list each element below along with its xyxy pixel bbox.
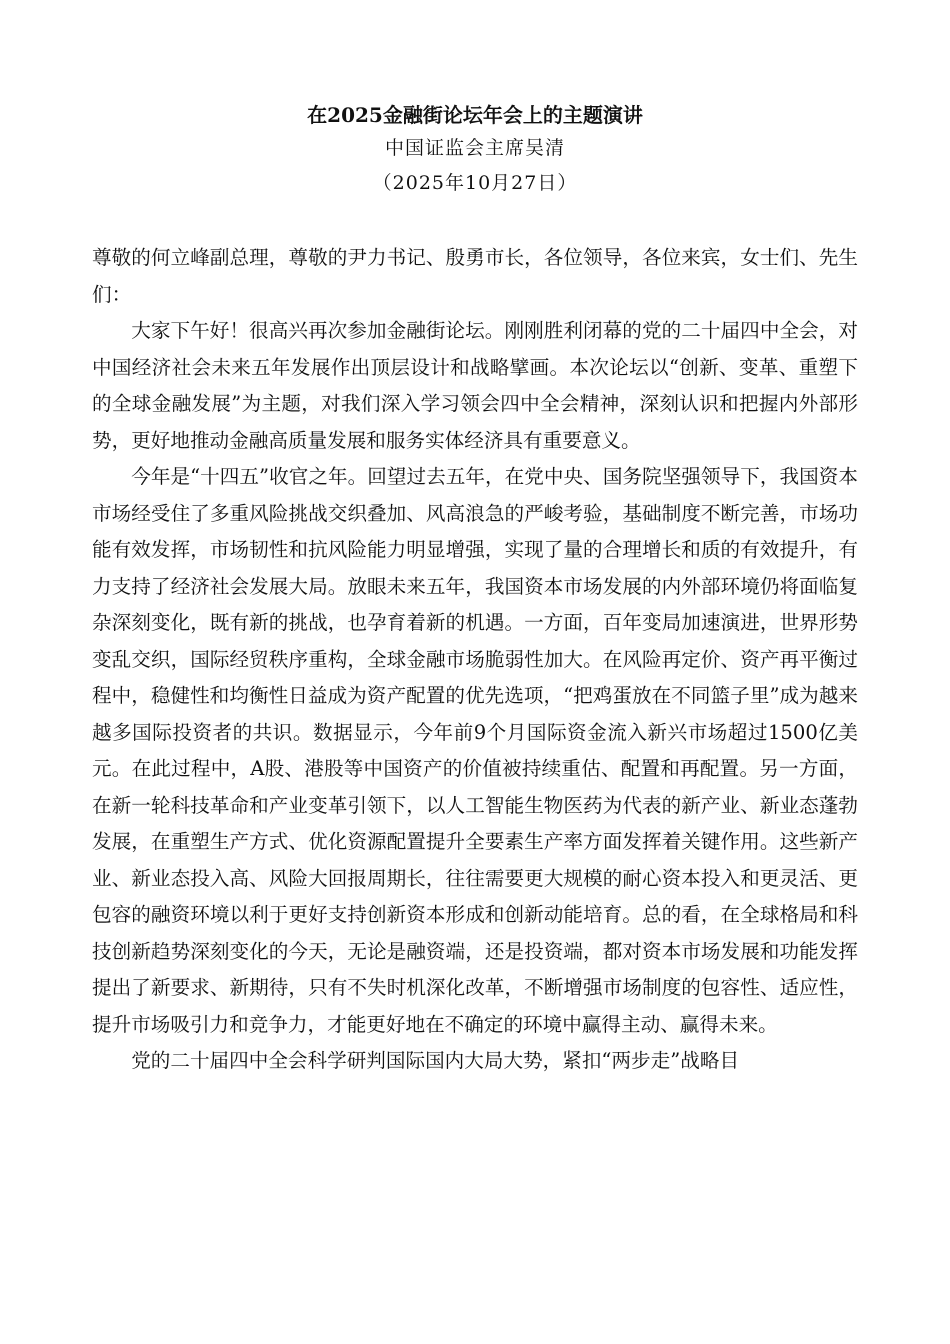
body-paragraph: 今年是“十四五”收官之年。回望过去五年，在党中央、国务院坚强领导下，我国资本市场经受住了多重风险挑战交织叠加、风高浪急的严峻考验，基础制度不断完善，市场功能有效发挥，市场韧性和抗风险能力明显增强，实现了量的合理增长和质的有效提升，有力支持了经济社会发展大局。放眼未来五年，我国资本市场发展的内外部环境仍将面临复杂深刻变化，既有新的挑战，也孕育着新的机遇。一方面，百年变局加速演进，世界形势变乱交织，国际经贸秩序重构，全球金融市场脆弱性加大。在风险再定价、资产再平衡过程中，稳健性和均衡性日益成为资产配置的优先选项，“把鸡蛋放在不同篮子里”成为越来越多国际投资者的共识。数据显示，今年前9个月国际资金流入新兴市场超过1500亿美元。在此过程中，A股、港股等中国资产的价值被持续重估、配置和再配置。另一方面，在新一轮科技革命和产业变革引领下，以人工智能生物医药为代表的新产业、新业态蓬勃发展，在重塑生产方式、优化资源配置提升全要素生产率方面发挥着关键作用。这些新产业、新业态投入高、风险大回报周期长，往往需要更大规模的耐心资本投入和更灵活、更包容的融资环境以利于更好支持创新资本形成和创新动能培育。总的看，在全球格局和科技创新趋势深刻变化的今天，无论是融资端，还是投资端，都对资本市场发展和功能发挥提出了新要求、新期待，只有不失时机深化改革，不断增强市场制度的包容性、适应性，提升市场吸引力和竞争力，才能更好地在不确定的环境中赢得主动、赢得未来。: [92, 465, 858, 1036]
document-date: （2025年10月27日）: [372, 172, 578, 194]
salutation-paragraph: 尊敬的何立峰副总理，尊敬的尹力书记、殷勇市长，各位领导，各位来宾，女士们、先生们：: [92, 246, 858, 306]
document-title: 在2025金融街论坛年会上的主题演讲: [307, 103, 643, 127]
body-paragraph: 大家下午好！很高兴再次参加金融街论坛。刚刚胜利闭幕的党的二十届四中全会，对中国经济社会未来五年发展作出顶层设计和战略擘画。本次论坛以“创新、变革、重塑下的全球金融发展”为主题，对我们深入学习领会四中全会精神，深刻认识和把握内外部形势，更好地推动金融高质量发展和服务实体经济具有重要意义。: [92, 319, 858, 452]
document-author: 中国证监会主席吴清: [384, 137, 565, 159]
document-body: [92, 240, 858, 1080]
document-header: [0, 100, 950, 200]
body-paragraph: 党的二十届四中全会科学研判国际国内大局大势，紧扣“两步走”战略目: [131, 1049, 740, 1072]
